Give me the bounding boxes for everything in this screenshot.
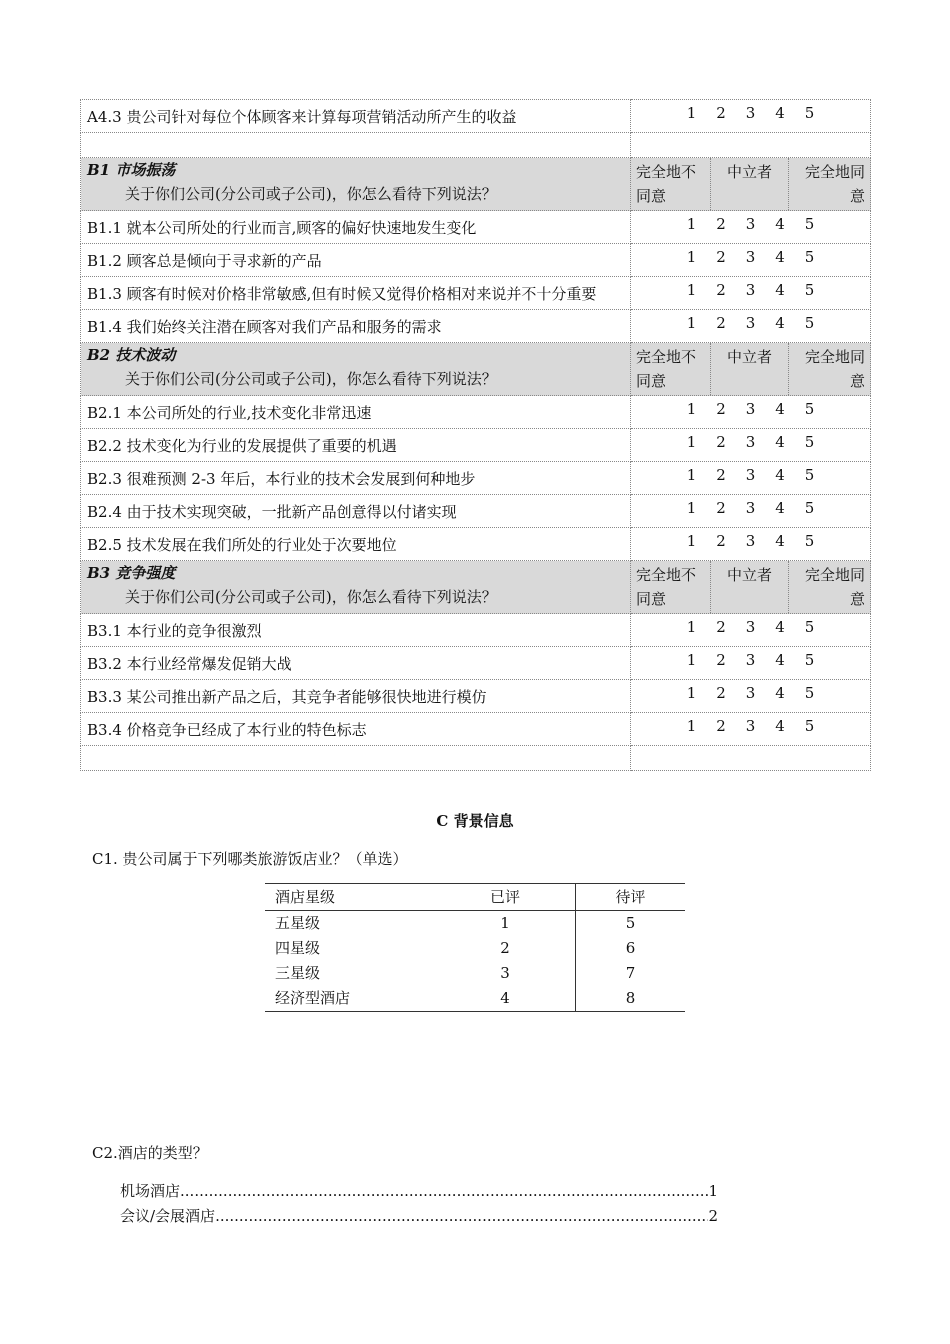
rating-option[interactable]: 5	[804, 651, 815, 669]
rating-scale	[631, 310, 871, 343]
rating-option[interactable]: 5	[804, 466, 815, 484]
rating-option[interactable]: 2	[716, 532, 726, 550]
hotel-star-table	[265, 883, 685, 1012]
star-label: 经济型酒店	[265, 986, 435, 1012]
table-row	[265, 986, 685, 1012]
leader-dots	[180, 1182, 708, 1200]
scale-label-middle: 中立者	[711, 158, 789, 210]
rating-scale	[631, 495, 871, 528]
section-prompt: 关于你们公司(分公司或子公司)，你怎么看待下列说法？	[125, 588, 497, 606]
question-row	[81, 429, 871, 462]
question-text: B1.1 就本公司所处的行业而言,顾客的偏好快速地发生变化	[81, 211, 631, 244]
question-row	[81, 310, 871, 343]
rating-option[interactable]: 1	[686, 684, 697, 702]
star-label: 三星级	[275, 964, 321, 982]
option-code: 2	[708, 1207, 718, 1225]
rating-scale	[631, 396, 871, 429]
rating-scale	[631, 713, 871, 746]
rating-option[interactable]: 1	[686, 466, 697, 484]
spacer-row	[81, 746, 871, 771]
question-row	[81, 495, 871, 528]
pending-code[interactable]: 5	[625, 914, 636, 932]
rating-scale	[631, 277, 871, 310]
rating-option[interactable]: 2	[716, 104, 726, 122]
rating-option[interactable]: 3	[745, 104, 756, 122]
rating-option[interactable]: 1	[686, 433, 697, 451]
rating-option[interactable]: 3	[745, 248, 756, 266]
rating-scale	[631, 462, 871, 495]
rating-option[interactable]: 2	[716, 314, 726, 332]
scale-label-left: 完全地不同意	[631, 158, 711, 210]
rating-option[interactable]: 4	[775, 314, 785, 332]
rating-option[interactable]: 3	[745, 684, 756, 702]
rating-option[interactable]: 4	[775, 400, 785, 418]
rating-scale	[631, 614, 871, 647]
rating-option[interactable]: 4	[775, 651, 785, 669]
question-text: B2.3 很难预测 2-3 年后，本行业的技术会发展到何种地步	[81, 462, 631, 495]
rated-code[interactable]: 3	[435, 961, 576, 986]
pending-code[interactable]: 7	[625, 964, 636, 982]
rating-option[interactable]: 4	[775, 248, 785, 266]
c2-option-convention[interactable]	[120, 1205, 718, 1226]
scale-label-left: 完全地不同意	[631, 343, 711, 395]
scale-label-right: 完全地同意	[804, 163, 865, 205]
rating-scale	[631, 429, 871, 462]
rating-option[interactable]: 2	[716, 651, 726, 669]
question-text: B2.1 本公司所处的行业,技术变化非常迅速	[81, 396, 631, 429]
table-row	[265, 961, 685, 986]
question-row	[81, 396, 871, 429]
rating-option[interactable]: 3	[745, 215, 756, 233]
question-text: B2.4 由于技术实现突破，一批新产品创意得以付诸实现	[81, 495, 631, 528]
section-title: B3 竞争强度	[87, 564, 176, 582]
rating-option[interactable]: 4	[775, 532, 785, 550]
rating-option[interactable]: 1	[686, 717, 697, 735]
rated-code[interactable]: 2	[435, 936, 576, 961]
star-label: 四星级	[275, 939, 321, 957]
question-text: B2.5 技术发展在我们所处的行业处于次要地位	[81, 528, 631, 561]
question-row	[81, 528, 871, 561]
rating-option[interactable]: 5	[804, 532, 815, 550]
rating-option[interactable]: 4	[775, 717, 785, 735]
rating-option[interactable]: 1	[686, 532, 697, 550]
rating-scale	[631, 244, 871, 277]
table-row	[265, 936, 685, 961]
c1-question: C1. 贵公司属于下列哪类旅游饭店业？（单选）	[92, 850, 408, 868]
rating-option[interactable]: 1	[686, 104, 697, 122]
rating-option[interactable]: 5	[804, 684, 815, 702]
section-title: B2 技术波动	[87, 346, 176, 364]
rating-option[interactable]: 3	[745, 651, 756, 669]
rating-scale	[631, 100, 871, 133]
rating-option[interactable]: 4	[775, 215, 785, 233]
header-star: 酒店星级	[265, 884, 435, 911]
rating-option[interactable]: 5	[804, 400, 815, 418]
scale-label-right: 完全地同意	[804, 566, 865, 608]
header-pending: 待评	[576, 884, 686, 911]
rating-table	[80, 99, 871, 771]
scale-label-left: 完全地不同意	[631, 561, 711, 613]
rating-option[interactable]: 4	[775, 684, 785, 702]
rating-option[interactable]: 3	[745, 717, 756, 735]
rating-scale	[631, 211, 871, 244]
rating-scale	[631, 680, 871, 713]
scale-labels	[631, 158, 870, 210]
rating-option[interactable]: 5	[804, 618, 815, 636]
rating-option[interactable]: 5	[804, 215, 815, 233]
rating-option[interactable]: 2	[716, 618, 726, 636]
rating-option[interactable]: 3	[745, 499, 756, 517]
question-text: B1.2 顾客总是倾向于寻求新的产品	[81, 244, 631, 277]
rating-option[interactable]: 4	[775, 618, 785, 636]
rating-option[interactable]: 2	[716, 281, 726, 299]
section-header-b3	[81, 561, 871, 614]
rating-option[interactable]: 3	[745, 532, 756, 550]
rating-option[interactable]: 1	[686, 281, 697, 299]
table-row	[265, 911, 685, 937]
question-row	[81, 462, 871, 495]
scale-label-middle: 中立者	[711, 561, 789, 613]
scale-labels	[631, 343, 870, 395]
rating-option[interactable]: 4	[775, 104, 785, 122]
rating-option[interactable]: 3	[745, 466, 756, 484]
option-label: 会议/会展酒店	[120, 1207, 216, 1225]
rating-option[interactable]: 5	[804, 717, 815, 735]
header-rated: 已评	[435, 884, 576, 911]
question-row	[81, 680, 871, 713]
spacer-row	[81, 133, 871, 158]
question-row	[81, 244, 871, 277]
rating-option[interactable]: 4	[775, 466, 785, 484]
rating-option[interactable]: 1	[686, 651, 697, 669]
leader-dots	[215, 1207, 708, 1225]
rating-option[interactable]: 3	[745, 400, 756, 418]
rating-option[interactable]: 5	[804, 314, 815, 332]
question-text: B3.2 本行业经常爆发促销大战	[81, 647, 631, 680]
scale-label-middle: 中立者	[711, 343, 789, 395]
rated-code[interactable]: 1	[435, 911, 576, 937]
c2-question: C2.酒店的类型？	[92, 1144, 208, 1162]
rating-option[interactable]: 2	[716, 717, 726, 735]
question-text: B3.4 价格竞争已经成了本行业的特色标志	[81, 713, 631, 746]
rating-option[interactable]: 5	[804, 281, 815, 299]
option-label: 机场酒店	[120, 1182, 181, 1200]
rating-option[interactable]: 2	[716, 499, 726, 517]
question-row	[81, 277, 871, 310]
rating-option[interactable]: 4	[775, 281, 785, 299]
rating-option[interactable]: 4	[775, 433, 785, 451]
question-text: B3.1 本行业的竞争很激烈	[81, 614, 631, 647]
rating-option[interactable]: 1	[686, 314, 697, 332]
section-title: B1 市场振荡	[87, 161, 176, 179]
rating-option[interactable]: 3	[745, 281, 756, 299]
question-text: B3.3 某公司推出新产品之后，其竞争者能够很快地进行模仿	[81, 680, 631, 713]
scale-label-right: 完全地同意	[804, 348, 865, 390]
question-row	[81, 614, 871, 647]
rating-option[interactable]: 5	[804, 104, 815, 122]
star-label: 五星级	[275, 914, 321, 932]
rating-scale	[631, 528, 871, 561]
rating-option[interactable]: 3	[745, 433, 756, 451]
rating-option[interactable]: 3	[745, 618, 756, 636]
c2-option-airport[interactable]	[120, 1180, 718, 1201]
hotel-table-header	[265, 884, 685, 911]
rating-option[interactable]: 1	[686, 618, 697, 636]
question-row	[81, 647, 871, 680]
rating-option[interactable]: 5	[804, 499, 815, 517]
section-header-b2	[81, 343, 871, 396]
section-header-b1	[81, 158, 871, 211]
question-text: B1.3 顾客有时候对价格非常敏感,但有时候又觉得价格相对来说并不十分重要	[81, 277, 631, 310]
rating-option[interactable]: 1	[686, 400, 697, 418]
rating-option[interactable]: 2	[716, 466, 726, 484]
rating-option[interactable]: 5	[804, 433, 815, 451]
section-prompt: 关于你们公司(分公司或子公司)，你怎么看待下列说法？	[125, 185, 497, 203]
rating-option[interactable]: 1	[686, 499, 697, 517]
question-text: B1.4 我们始终关注潜在顾客对我们产品和服务的需求	[81, 310, 631, 343]
section-prompt: 关于你们公司(分公司或子公司)，你怎么看待下列说法？	[125, 370, 497, 388]
rating-option[interactable]: 2	[716, 684, 726, 702]
pending-code[interactable]: 6	[625, 939, 636, 957]
rating-option[interactable]: 2	[716, 215, 726, 233]
question-row	[81, 100, 871, 133]
question-text: B2.2 技术变化为行业的发展提供了重要的机遇	[81, 429, 631, 462]
rating-option[interactable]: 3	[745, 314, 756, 332]
rating-option[interactable]: 1	[686, 248, 697, 266]
rating-option[interactable]: 2	[716, 433, 726, 451]
question-row	[81, 713, 871, 746]
section-c-title: C 背景信息	[436, 812, 514, 830]
scale-labels	[631, 561, 870, 613]
question-row	[81, 211, 871, 244]
option-code: 1	[708, 1182, 718, 1200]
rated-code[interactable]: 4	[435, 986, 576, 1012]
rating-option[interactable]: 5	[804, 248, 815, 266]
rating-option[interactable]: 1	[686, 215, 697, 233]
rating-option[interactable]: 2	[716, 400, 726, 418]
question-text: A4.3 贵公司针对每位个体顾客来计算每项营销活动所产生的收益	[81, 100, 631, 133]
rating-option[interactable]: 2	[716, 248, 726, 266]
pending-code[interactable]: 8	[576, 986, 686, 1012]
rating-option[interactable]: 4	[775, 499, 785, 517]
rating-scale	[631, 647, 871, 680]
